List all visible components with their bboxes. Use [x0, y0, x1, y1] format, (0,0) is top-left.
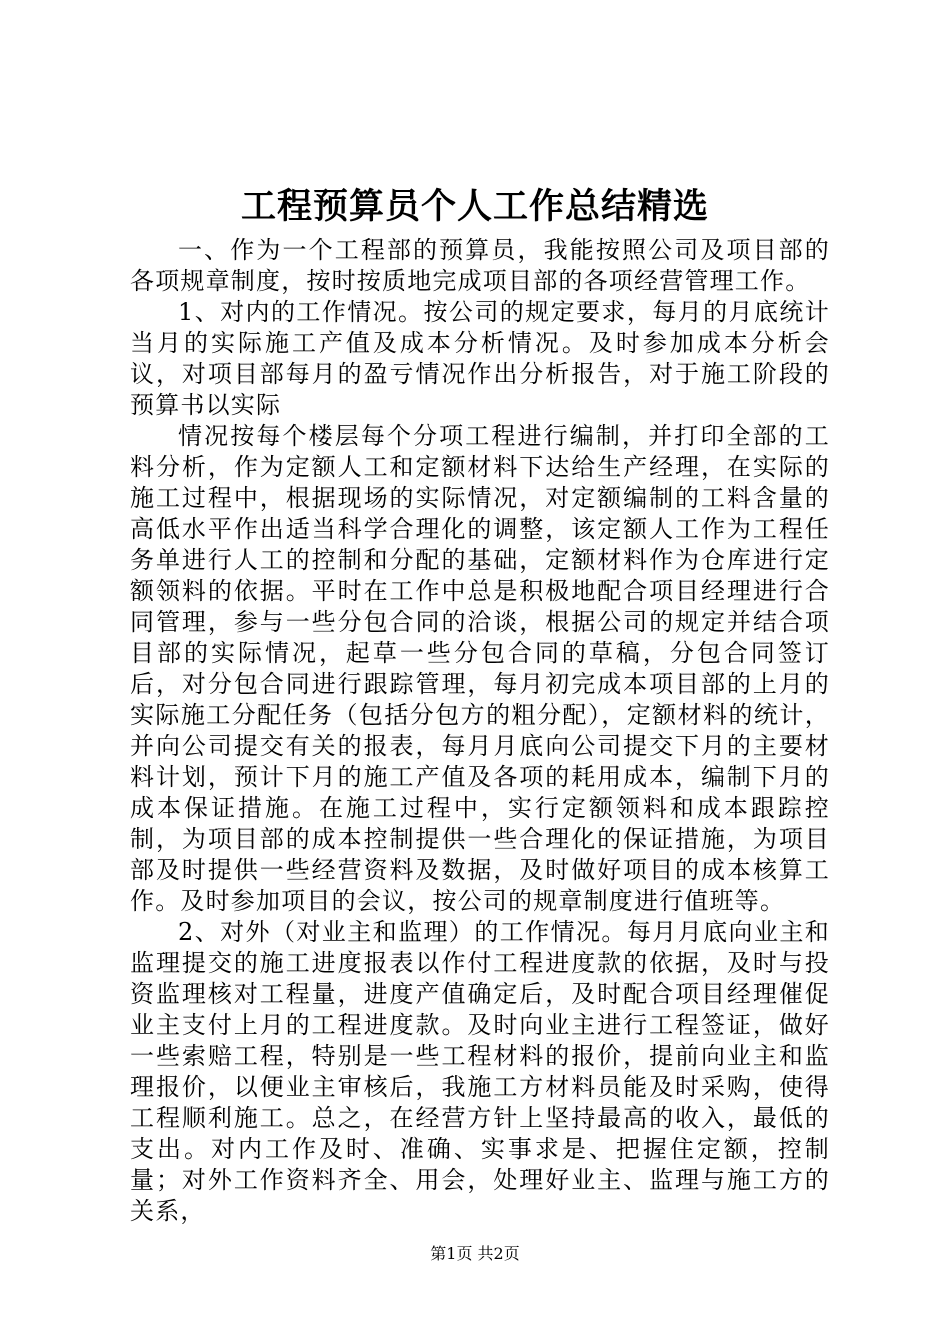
page-footer: 第1页 共2页 — [430, 1244, 520, 1263]
paragraph-internal-work: 1、对内的工作情况。按公司的规定要求，每月的月底统计当月的实际施工产值及成本分析情况。及时参加成本分析会议，对项目部每月的盈亏情况作出分析报告，对于施工阶段的预算书以实际 — [130, 298, 830, 419]
paragraph-external-work: 2、对外（对业主和监理）的工作情况。每月月底向业主和监理提交的施工进度报表以作付工程进度款的依据，及时与投资监理核对工程量，进度产值确定后，及时配合项目经理催促业主支付上月的工程进度款。及时向业主进行工程签证，做好一些索赔工程，特别是一些工程材料的报价，提前向业主和监理报价，以便业主审核后，我施工方材料员能及时采购，使得工程顺利施工。总之，在经营方针上坚持最高的收入，最低的支出。对内工作及时、准确、实事求是、把握住定额，控制量；对外工作资料齐全、用会，处理好业主、监理与施工方的关系， — [130, 918, 830, 1225]
document-title: 工程预算员个人工作总结精选 — [240, 186, 709, 227]
paragraph-intro: 一、作为一个工程部的预算员，我能按照公司及项目部的各项规章制度，按时按质地完成项目部的各项经营管理工作。 — [130, 236, 830, 295]
document-body — [130, 235, 830, 1227]
paragraph-internal-work-continued: 情况按每个楼层每个分项工程进行编制，并打印全部的工料分析，作为定额人工和定额材料下达给生产经理，在实际的施工过程中，根据现场的实际情况，对定额编制的工料含量的高低水平作出适当科学合理化的调整，该定额人工作为工程任务单进行人工的控制和分配的基础，定额材料作为仓库进行定额领料的依据。平时在工作中总是积极地配合项目经理进行合同管理，参与一些分包合同的洽谈，根据公司的规定并结合项目部的实际情况，起草一些分包合同的草稿，分包合同签订后，对分包合同进行跟踪管理，每月初完成本项目部的上月的实际施工分配任务（包括分包方的粗分配），定额材料的统计，并向公司提交有关的报表，每月月底向公司提交下月的主要材料计划，预计下月的施工产值及各项的耗用成本，编制下月的成本保证措施。在施工过程中，实行定额领料和成本跟踪控制，为项目部的成本控制提供一些合理化的保证措施，为项目部及时提供一些经营资料及数据，及时做好项目的成本核算工作。及时参加项目的会议，按公司的规章制度进行值班等。 — [130, 422, 830, 915]
